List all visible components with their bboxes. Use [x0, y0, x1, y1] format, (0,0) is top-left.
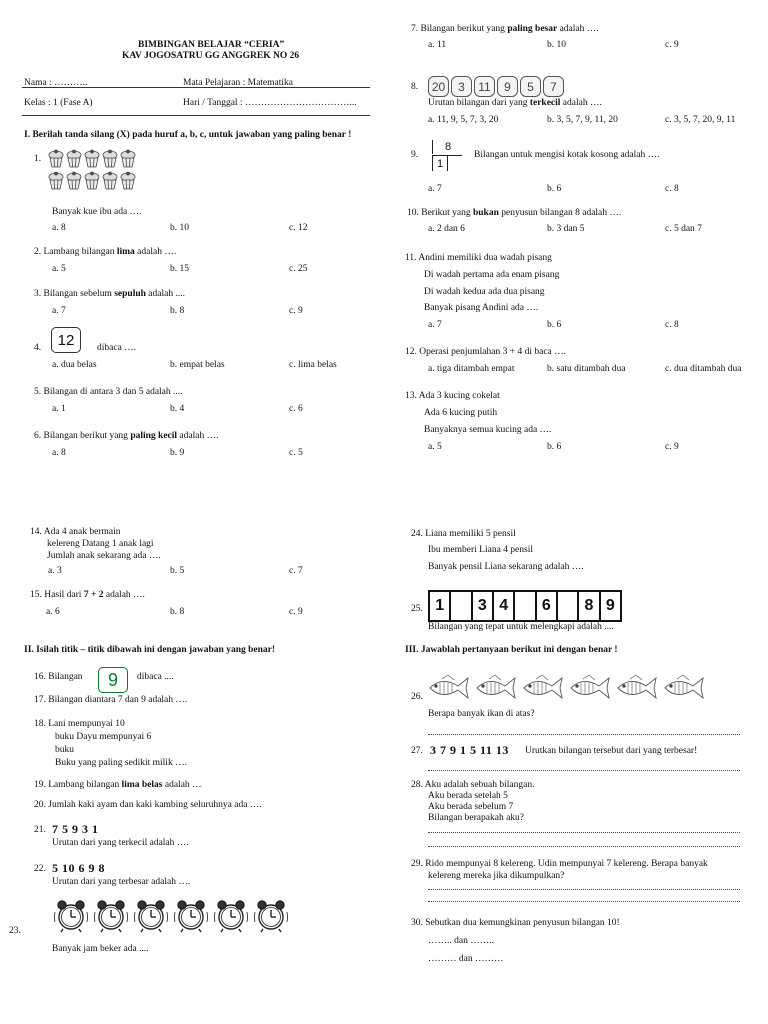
question-text: Banyak pensil Liana sekarang adalah …. [428, 562, 584, 572]
option-a[interactable]: a. 11 [428, 40, 447, 50]
question-text: 3. Bilangan sebelum sepuluh adalah .... [34, 289, 185, 299]
option-a[interactable]: a. 8 [52, 448, 66, 458]
number-tile: 20 [428, 76, 449, 97]
question-text: 6. Bilangan berikut yang paling kecil adalah …. [34, 431, 219, 441]
strip-cell: 4 [494, 592, 515, 620]
option-a[interactable]: a. tiga ditambah empat [428, 364, 515, 374]
strip-cell: 3 [473, 592, 494, 620]
strip-cell-empty[interactable] [451, 592, 472, 620]
answer-blank[interactable]: …….. dan …….. [428, 936, 494, 946]
option-b[interactable]: b. 3 dan 5 [547, 224, 585, 234]
question-text: 19. Lambang bilangan lima belas adalah … [34, 780, 202, 790]
section-1-heading: I. Berilah tanda silang (X) pada huruf a, b, c, untuk jawaban yang paling benar ! [24, 130, 352, 140]
option-a[interactable]: a. 2 dan 6 [428, 224, 465, 234]
option-c[interactable]: c. 25 [289, 264, 308, 274]
option-b[interactable]: b. 3, 5, 7, 9, 11, 20 [547, 115, 618, 125]
question-text: Ibu memberi Liana 4 pensil [428, 545, 533, 555]
question-text: 16. Bilangan [34, 672, 83, 682]
worksheet-title: BIMBINGAN BELAJAR “CERIA” [138, 40, 285, 50]
number-tiles [428, 76, 564, 97]
question-text: Bilangan yang tepat untuk melengkapi adalah .... [428, 622, 614, 632]
question-text: Berapa banyak ikan di atas? [428, 709, 535, 719]
option-c[interactable]: c. 7 [289, 566, 303, 576]
number-sequence: 5 10 6 9 8 [52, 861, 105, 875]
option-b[interactable]: b. 8 [170, 607, 185, 617]
question-text: 30. Sebutkan dua kemungkinan penyusun bilangan 10! [411, 918, 620, 928]
number-card: 12 [51, 327, 81, 353]
option-b[interactable]: b. empat belas [170, 360, 225, 370]
option-c[interactable]: c. 8 [665, 320, 679, 330]
strip-cell: 8 [579, 592, 600, 620]
question-text: Banyak kue ibu ada …. [52, 207, 142, 217]
option-a[interactable]: a. 3 [48, 566, 62, 576]
question-text: 2. Lambang bilangan lima adalah …. [34, 247, 177, 257]
option-b[interactable]: b. 9 [170, 448, 185, 458]
option-c[interactable]: c. 5 dan 7 [665, 224, 702, 234]
question-text: Di wadah pertama ada enam pisang [424, 270, 560, 280]
answer-blank[interactable]: ……… dan ……… [428, 954, 504, 964]
option-a[interactable]: a. 6 [46, 607, 60, 617]
number-sequence: 7 5 9 3 1 [52, 822, 99, 836]
alarm-clocks-image [54, 898, 294, 934]
answer-line[interactable] [428, 770, 740, 771]
option-a[interactable]: a. dua belas [52, 360, 97, 370]
question-text: Banyaknya semua kucing ada …. [424, 425, 552, 435]
option-a[interactable]: a. 5 [428, 442, 442, 452]
question-text: 18. Lani mempunyai 10 [34, 719, 125, 729]
option-a[interactable]: a. 7 [428, 184, 442, 194]
bond-right-empty [447, 156, 462, 171]
section-2-heading: II. Isilah titik – titik dibawah ini dengan jawaban yang benar! [24, 645, 276, 655]
question-text: Urutan dari yang terkecil adalah …. [52, 838, 189, 848]
strip-cell: 6 [537, 592, 558, 620]
option-b[interactable]: b. 10 [547, 40, 566, 50]
question-text: 24. Liana memiliki 5 pensil [411, 529, 516, 539]
strip-cell-empty[interactable] [515, 592, 536, 620]
number-tile: 3 [451, 76, 472, 97]
number-tile: 5 [520, 76, 541, 97]
option-c[interactable]: c. 12 [289, 223, 308, 233]
header-divider [22, 87, 370, 88]
question-text: Urutan bilangan dari yang terkecil adalah …. [428, 98, 602, 108]
question-text: 10. Berikut yang bukan penyusun bilangan 8 adalah …. [407, 208, 622, 218]
question-text: Banyak pisang Andini ada …. [424, 303, 539, 313]
question-text: 28. Aku adalah sebuah bilangan. [411, 780, 535, 790]
answer-line[interactable] [428, 901, 740, 902]
question-number: 22. [34, 864, 46, 874]
option-a[interactable]: a. 1 [52, 404, 66, 414]
question-text: 17. Bilangan diantara 7 dan 9 adalah …. [34, 695, 188, 705]
question-text: Bilangan berapakah aku? [428, 813, 525, 823]
bond-top: 8 [432, 140, 463, 154]
section-3-heading: III. Jawablah pertanyaan berikut ini dengan benar ! [405, 645, 618, 655]
option-c[interactable]: c. 9 [665, 442, 679, 452]
question-number: 9. [411, 150, 419, 160]
option-b[interactable]: b. 6 [547, 184, 562, 194]
nama-field: Nama : ……….. [24, 78, 88, 88]
question-text: kelereng mereka jika dikumpulkan? [428, 871, 565, 881]
strip-cell: 1 [430, 592, 451, 620]
header-divider [22, 115, 370, 116]
question-text: 5. Bilangan di antara 3 dan 5 adalah .... [34, 387, 183, 397]
question-number: 25. [411, 604, 423, 614]
option-c[interactable]: c. 6 [289, 404, 303, 414]
kelas-field: Kelas : 1 (Fase A) [24, 98, 93, 108]
question-text: Ada 6 kucing putih [424, 408, 498, 418]
option-a[interactable]: a. 7 [428, 320, 442, 330]
number-tile: 7 [543, 76, 564, 97]
question-text: dibaca .... [137, 672, 174, 682]
question-text: 11. Andini memiliki dua wadah pisang [405, 253, 552, 263]
strip-cell: 9 [605, 597, 615, 614]
answer-line[interactable] [428, 889, 740, 890]
question-number: 1. [34, 154, 42, 164]
question-text: Aku berada setelah 5 [428, 791, 508, 801]
option-a[interactable]: a. 11, 9, 5, 7, 3, 20 [428, 115, 499, 125]
strip-cell-empty[interactable] [558, 592, 579, 620]
option-a[interactable]: a. 5 [52, 264, 66, 274]
question-number: 26. [411, 692, 423, 702]
option-a[interactable]: a. 8 [52, 223, 66, 233]
number-sequence: 3 7 9 1 5 11 13 [430, 743, 509, 757]
number-tile: 11 [474, 76, 495, 97]
number-tile: 9 [497, 76, 518, 97]
option-c[interactable]: c. 8 [665, 184, 679, 194]
question-text: 20. Jumlah kaki ayam dan kaki kambing seluruhnya ada …. [34, 800, 262, 810]
answer-line[interactable] [428, 832, 740, 833]
question-text: buku [55, 745, 74, 755]
question-text: dibaca …. [97, 343, 137, 353]
option-c[interactable]: c. 3, 5, 7, 20, 9, 11 [665, 115, 736, 125]
question-text: Aku berada sebelum 7 [428, 802, 514, 812]
worksheet-address: KAV JOGOSATRU GG ANGGREK NO 26 [122, 51, 300, 61]
option-c[interactable]: c. dua ditambah dua [665, 364, 742, 374]
question-text: kelereng Datang 1 anak lagi [47, 539, 154, 549]
option-c[interactable]: c. 9 [289, 306, 303, 316]
hari-field: Hari / Tanggal : ……………………………... [183, 98, 357, 108]
number-card: 9 [98, 667, 128, 693]
question-text: Bilangan untuk mengisi kotak kosong adalah …. [474, 150, 660, 160]
question-text: Jumlah anak sekarang ada …. [47, 551, 161, 561]
option-b[interactable]: b. 4 [170, 404, 185, 414]
question-text: 13. Ada 3 kucing cokelat [405, 391, 500, 401]
option-b[interactable]: b. satu ditambah dua [547, 364, 626, 374]
option-b[interactable]: b. 6 [547, 442, 562, 452]
question-number: 23. [9, 926, 21, 936]
option-c[interactable]: c. lima belas [289, 360, 337, 370]
question-text: buku Dayu mempunyai 6 [55, 732, 152, 742]
option-b[interactable]: b. 6 [547, 320, 562, 330]
option-b[interactable]: b. 8 [170, 306, 185, 316]
question-text: 12. Operasi penjumlahan 3 + 4 di baca …. [405, 347, 567, 357]
number-strip [428, 590, 622, 622]
mapel-field: Mata Pelajaran : Matematika [183, 78, 293, 88]
option-b[interactable]: b. 5 [170, 566, 185, 576]
option-c[interactable]: c. 5 [289, 448, 303, 458]
option-b[interactable]: b. 15 [170, 264, 189, 274]
question-number: 8. [411, 82, 419, 92]
question-text: 15. Hasil dari 7 + 2 adalah …. [30, 590, 145, 600]
question-text: 14. Ada 4 anak bermain [30, 527, 121, 537]
question-text: Banyak jam beker ada .... [52, 944, 149, 954]
option-c[interactable]: c. 9 [665, 40, 679, 50]
question-text: Buku yang paling sedikit milik …. [55, 758, 187, 768]
question-text: 7. Bilangan berikut yang paling besar adalah …. [411, 24, 599, 34]
fish-image [428, 674, 710, 704]
option-c[interactable]: c. 9 [289, 607, 303, 617]
question-text: Urutkan bilangan tersebut dari yang terbesar! [525, 746, 698, 756]
number-bond-box [432, 140, 462, 172]
question-text: 29. Rido mempunyai 8 kelereng. Udin mempunyai 7 kelereng. Berapa banyak [411, 859, 708, 869]
cupcakes-image [48, 150, 140, 194]
answer-line[interactable] [428, 734, 740, 735]
question-number: 27. [411, 746, 423, 756]
option-a[interactable]: a. 7 [52, 306, 66, 316]
question-number: 21. [34, 825, 46, 835]
question-number: 4. [34, 343, 42, 353]
bond-left: 1 [432, 156, 448, 171]
option-b[interactable]: b. 10 [170, 223, 189, 233]
question-text: Di wadah kedua ada dua pisang [424, 287, 545, 297]
question-text: Urutan dari yang terbesar adalah …. [52, 877, 191, 887]
answer-line[interactable] [428, 846, 740, 847]
